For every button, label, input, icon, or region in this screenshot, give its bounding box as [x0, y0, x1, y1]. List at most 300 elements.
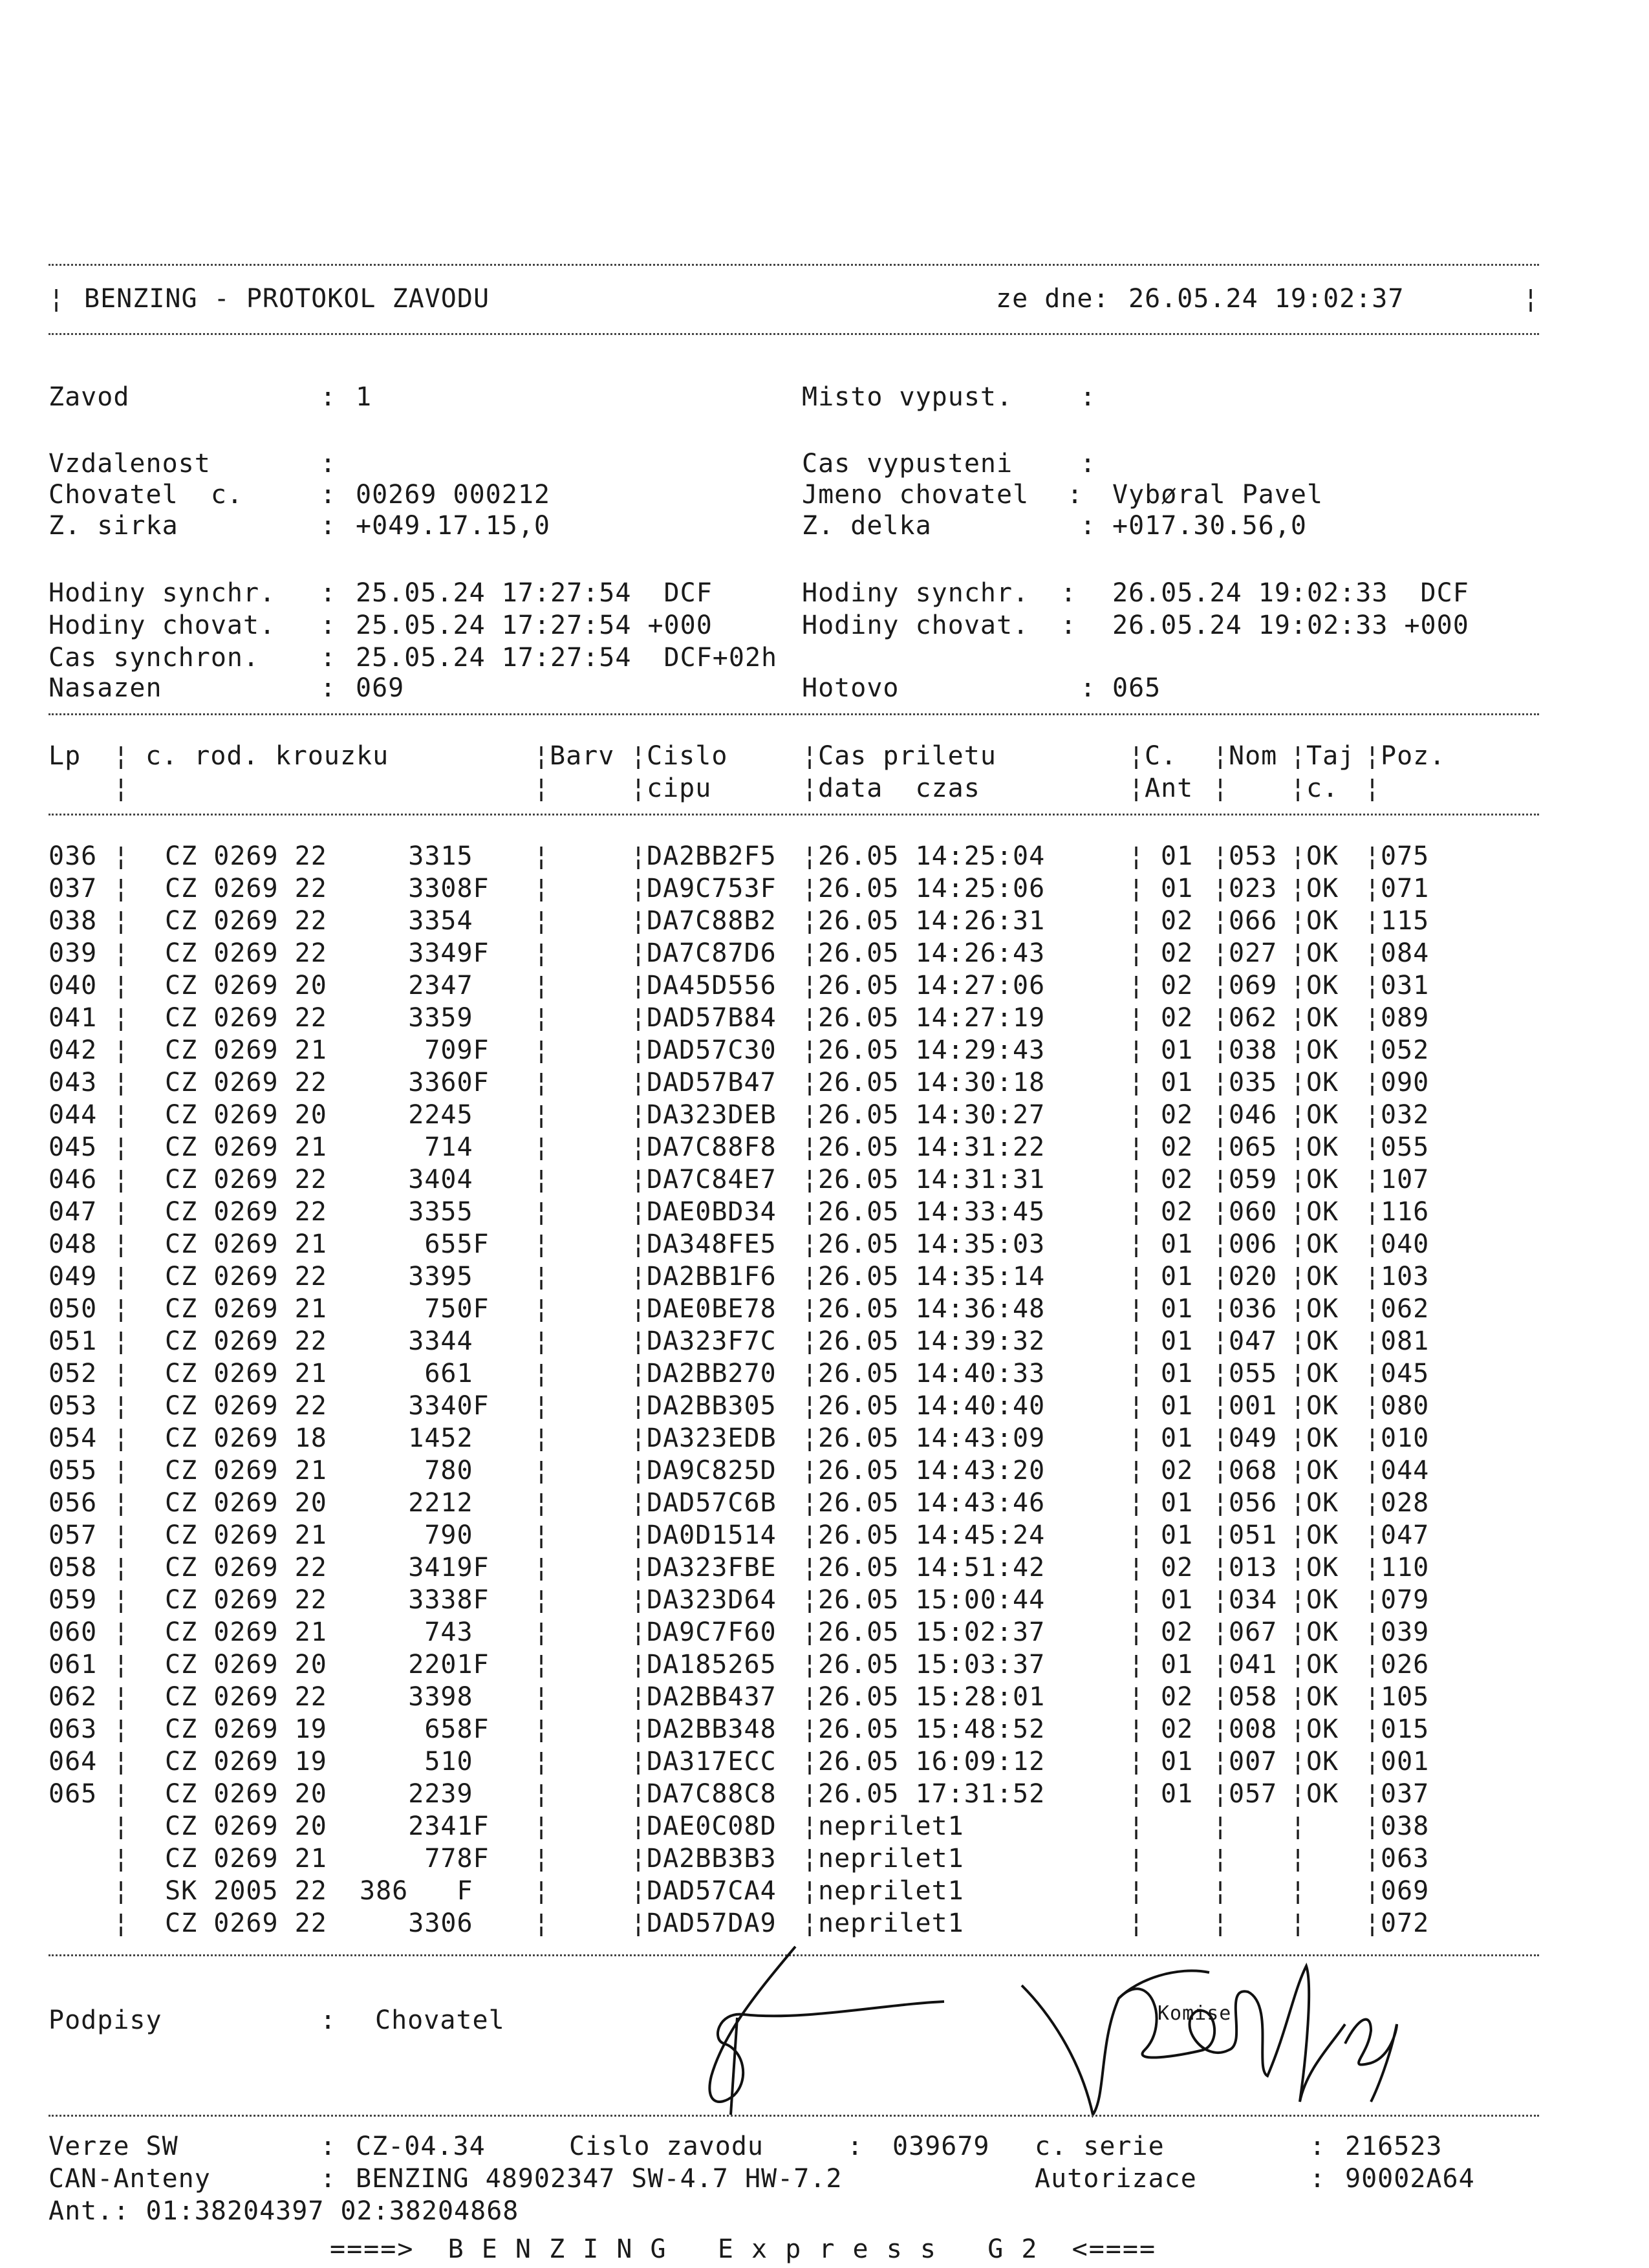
row-nom: 065	[1229, 1132, 1278, 1162]
col-separator: ¦	[1364, 1068, 1381, 1097]
row-chip: DAE0C08D	[647, 1811, 777, 1841]
table-row	[0, 1649, 1649, 1681]
sirka-value: +049.17.15,0	[356, 511, 550, 541]
col-separator: ¦	[1364, 741, 1381, 771]
row-chip: DA2BB305	[647, 1391, 777, 1421]
row-poz: 110	[1381, 1553, 1430, 1582]
col-separator: ¦	[113, 1423, 130, 1453]
row-ring: CZ 0269 20 2201F	[165, 1650, 490, 1679]
colon: :	[320, 480, 337, 510]
row-taj: OK	[1306, 1391, 1339, 1421]
row-lp: 064	[48, 1747, 98, 1777]
row-taj: OK	[1306, 1779, 1339, 1809]
row-lp: 046	[48, 1165, 98, 1194]
col-separator: ¦	[802, 1585, 819, 1615]
row-lp: 051	[48, 1326, 98, 1356]
row-nom: 067	[1229, 1617, 1278, 1647]
row-poz: 045	[1381, 1359, 1430, 1388]
row-time: neprilet1	[818, 1844, 964, 1874]
row-taj: OK	[1306, 1229, 1339, 1259]
row-taj: OK	[1306, 1682, 1339, 1712]
col-separator: ¦	[1290, 1617, 1307, 1647]
row-poz: 116	[1381, 1197, 1430, 1227]
row-lp: 048	[48, 1229, 98, 1259]
col-separator: ¦	[1364, 1456, 1381, 1485]
row-ant: 02	[1161, 1165, 1194, 1194]
table-row	[0, 1423, 1649, 1455]
row-nom: 051	[1229, 1520, 1278, 1550]
col-separator: ¦	[1212, 741, 1229, 771]
row-taj: OK	[1306, 1165, 1339, 1194]
row-chip: DAE0BD34	[647, 1197, 777, 1227]
row-poz: 080	[1381, 1391, 1430, 1421]
row-time: 26.05 14:27:06	[818, 971, 1046, 1000]
row-taj: OK	[1306, 1359, 1339, 1388]
col-separator: ¦	[802, 1876, 819, 1906]
row-time: 26.05 14:26:31	[818, 906, 1046, 936]
table-row	[0, 1552, 1649, 1584]
table-row	[0, 1811, 1649, 1843]
col-separator: ¦	[1212, 1100, 1229, 1130]
header-bar-right: ¦	[1523, 284, 1540, 314]
header-date-value: 26.05.24 19:02:37	[1128, 284, 1405, 314]
col-barv: Barv	[550, 741, 615, 771]
row-chip: DA2BB1F6	[647, 1262, 777, 1291]
row-lp: 038	[48, 906, 98, 936]
col-separator: ¦	[1290, 1844, 1307, 1874]
table-row	[0, 1358, 1649, 1390]
row-taj: OK	[1306, 1747, 1339, 1777]
col-separator: ¦	[802, 1165, 819, 1194]
col-separator: ¦	[1364, 1165, 1381, 1194]
row-ring: CZ 0269 22 3395	[165, 1262, 490, 1291]
col-separator: ¦	[802, 1682, 819, 1712]
row-ant: 01	[1161, 1520, 1194, 1550]
col-time-1: Cas priletu	[818, 741, 997, 771]
row-chip: DA323D64	[647, 1585, 777, 1615]
row-time: 26.05 15:00:44	[818, 1585, 1046, 1615]
col-separator: ¦	[630, 773, 647, 803]
row-ant: 02	[1161, 906, 1194, 936]
row-chip: DA7C88C8	[647, 1779, 777, 1809]
row-nom: 008	[1229, 1714, 1278, 1744]
col-separator: ¦	[113, 1391, 130, 1421]
row-ring: CZ 0269 22 3360F	[165, 1068, 490, 1097]
row-ant: 01	[1161, 1035, 1194, 1065]
col-separator: ¦	[1212, 1650, 1229, 1679]
row-poz: 090	[1381, 1068, 1430, 1097]
row-nom: 023	[1229, 874, 1278, 903]
row-time: 26.05 14:39:32	[818, 1326, 1046, 1356]
col-separator: ¦	[630, 1359, 647, 1388]
col-separator: ¦	[1364, 874, 1381, 903]
row-nom: 056	[1229, 1488, 1278, 1518]
col-separator: ¦	[630, 874, 647, 903]
row-time: 26.05 14:43:46	[818, 1488, 1046, 1518]
col-taj-1: Taj	[1306, 741, 1355, 771]
table-row	[0, 873, 1649, 905]
col-separator: ¦	[1212, 1359, 1229, 1388]
col-separator: ¦	[1290, 1132, 1307, 1162]
colon: :	[320, 2164, 337, 2194]
serie-label: c. serie	[1035, 2132, 1165, 2161]
misto-label: Misto vypust.	[802, 382, 1013, 412]
col-separator: ¦	[802, 971, 819, 1000]
benzing-banner: ====> B E N Z I N G E x p r e s s G 2 <====	[330, 2234, 1157, 2264]
nasazen-label: Nasazen	[48, 673, 162, 703]
col-separator: ¦	[1128, 906, 1145, 936]
row-ring: SK 2005 22 386 F	[165, 1876, 473, 1906]
row-time: 26.05 14:31:31	[818, 1165, 1046, 1194]
col-separator: ¦	[113, 874, 130, 903]
row-lp: 062	[48, 1682, 98, 1712]
chovatel-signature	[685, 1934, 983, 2128]
col-separator: ¦	[1290, 1003, 1307, 1033]
col-separator: ¦	[1128, 1035, 1145, 1065]
col-separator: ¦	[113, 1520, 130, 1550]
row-lp: 045	[48, 1132, 98, 1162]
col-separator: ¦	[802, 1553, 819, 1582]
col-separator: ¦	[802, 1488, 819, 1518]
col-separator: ¦	[1212, 1488, 1229, 1518]
col-chip-2: cipu	[647, 773, 712, 803]
col-separator: ¦	[1364, 1779, 1381, 1809]
row-poz: 010	[1381, 1423, 1430, 1453]
row-nom: 046	[1229, 1100, 1278, 1130]
row-time: 26.05 14:30:18	[818, 1068, 1046, 1097]
row-time: 26.05 14:29:43	[818, 1035, 1046, 1065]
row-ring: CZ 0269 22 3404	[165, 1165, 490, 1194]
col-separator: ¦	[1290, 1779, 1307, 1809]
col-separator: ¦	[534, 938, 550, 968]
row-nom: 059	[1229, 1165, 1278, 1194]
colon: :	[320, 673, 337, 703]
table-row	[0, 1714, 1649, 1746]
col-separator: ¦	[630, 1035, 647, 1065]
row-chip: DAD57DA9	[647, 1908, 777, 1938]
row-ring: CZ 0269 22 3359	[165, 1003, 490, 1033]
row-ant: 01	[1161, 1585, 1194, 1615]
row-poz: 031	[1381, 971, 1430, 1000]
col-separator: ¦	[630, 1003, 647, 1033]
table-row	[0, 1455, 1649, 1487]
nasazen-value: 069	[356, 673, 405, 703]
row-ant: 01	[1161, 1391, 1194, 1421]
delka-value: +017.30.56,0	[1112, 511, 1307, 541]
row-lp: 059	[48, 1585, 98, 1615]
table-row	[0, 1778, 1649, 1811]
col-separator: ¦	[1364, 1811, 1381, 1841]
row-poz: 084	[1381, 938, 1430, 968]
row-chip: DA7C84E7	[647, 1165, 777, 1194]
colon: :	[1067, 480, 1084, 510]
row-taj: OK	[1306, 1100, 1339, 1130]
row-chip: DA317ECC	[647, 1747, 777, 1777]
can-anteny-value: BENZING 48902347 SW-4.7 HW-7.2	[356, 2164, 843, 2194]
row-lp: 061	[48, 1650, 98, 1679]
col-chip-1: Cislo	[647, 741, 728, 771]
sirka-label: Z. sirka	[48, 511, 178, 541]
col-separator: ¦	[630, 1229, 647, 1259]
row-ant: 02	[1161, 971, 1194, 1000]
col-separator: ¦	[630, 1617, 647, 1647]
col-separator: ¦	[1212, 841, 1229, 871]
row-ant: 02	[1161, 1132, 1194, 1162]
col-separator: ¦	[802, 906, 819, 936]
table-row	[0, 1293, 1649, 1326]
row-nom: 027	[1229, 938, 1278, 968]
col-separator: ¦	[1290, 1520, 1307, 1550]
col-separator: ¦	[113, 971, 130, 1000]
col-separator: ¦	[1290, 1326, 1307, 1356]
row-lp: 039	[48, 938, 98, 968]
colon: :	[320, 449, 337, 479]
table-row	[0, 1617, 1649, 1649]
row-time: 26.05 14:27:19	[818, 1003, 1046, 1033]
row-time: 26.05 14:25:06	[818, 874, 1046, 903]
row-nom: 066	[1229, 906, 1278, 936]
top-divider	[48, 264, 1539, 266]
table-row	[0, 1487, 1649, 1520]
row-ring: CZ 0269 20 2245	[165, 1100, 490, 1130]
row-nom: 062	[1229, 1003, 1278, 1033]
table-row	[0, 1132, 1649, 1164]
col-separator: ¦	[1128, 1617, 1145, 1647]
row-lp: 041	[48, 1003, 98, 1033]
col-separator: ¦	[1290, 1035, 1307, 1065]
row-chip: DA323FBE	[647, 1553, 777, 1582]
col-separator: ¦	[630, 971, 647, 1000]
col-separator: ¦	[630, 1100, 647, 1130]
col-separator: ¦	[113, 1747, 130, 1777]
col-separator: ¦	[1364, 841, 1381, 871]
row-poz: 026	[1381, 1650, 1430, 1679]
col-separator: ¦	[630, 906, 647, 936]
zavod-value: 1	[356, 382, 372, 412]
row-chip: DA9C825D	[647, 1456, 777, 1485]
col-separator: ¦	[630, 1520, 647, 1550]
table-row	[0, 970, 1649, 1002]
row-ring: CZ 0269 22 3340F	[165, 1391, 490, 1421]
col-separator: ¦	[802, 938, 819, 968]
colon: :	[320, 382, 337, 412]
row-ant: 02	[1161, 1100, 1194, 1130]
col-separator: ¦	[113, 1294, 130, 1324]
col-lp: Lp	[48, 741, 81, 771]
row-chip: DA2BB270	[647, 1359, 777, 1388]
row-ring: CZ 0269 19 658F	[165, 1714, 490, 1744]
col-separator: ¦	[1290, 741, 1307, 771]
col-separator: ¦	[113, 1617, 130, 1647]
col-separator: ¦	[630, 1747, 647, 1777]
col-separator: ¦	[1364, 1003, 1381, 1033]
row-nom: 020	[1229, 1262, 1278, 1291]
row-ring: CZ 0269 22 3338F	[165, 1585, 490, 1615]
col-separator: ¦	[630, 1294, 647, 1324]
row-ring: CZ 0269 22 3398	[165, 1682, 490, 1712]
col-separator: ¦	[1128, 1294, 1145, 1324]
row-time: 26.05 14:35:14	[818, 1262, 1046, 1291]
col-separator: ¦	[1212, 1294, 1229, 1324]
cas-vypusteni-label: Cas vypusteni	[802, 449, 1013, 479]
col-separator: ¦	[1364, 1553, 1381, 1582]
row-lp: 065	[48, 1779, 98, 1809]
row-taj: OK	[1306, 874, 1339, 903]
col-separator: ¦	[630, 841, 647, 871]
col-separator: ¦	[1128, 741, 1145, 771]
sync-right-label-1: Hodiny synchr.	[802, 578, 1029, 608]
col-separator: ¦	[534, 1003, 550, 1033]
row-lp: 060	[48, 1617, 98, 1647]
col-separator: ¦	[534, 1456, 550, 1485]
col-separator: ¦	[1212, 1423, 1229, 1453]
col-separator: ¦	[534, 1876, 550, 1906]
row-chip: DA2BB3B3	[647, 1844, 777, 1874]
row-chip: DA45D556	[647, 971, 777, 1000]
row-nom: 060	[1229, 1197, 1278, 1227]
col-separator: ¦	[113, 1326, 130, 1356]
row-lp: 042	[48, 1035, 98, 1065]
row-time: 26.05 14:31:22	[818, 1132, 1046, 1162]
col-separator: ¦	[1128, 1003, 1145, 1033]
row-lp: 036	[48, 841, 98, 871]
col-separator: ¦	[630, 1197, 647, 1227]
col-separator: ¦	[1212, 1132, 1229, 1162]
col-time-2: data czas	[818, 773, 980, 803]
col-separator: ¦	[802, 1779, 819, 1809]
col-separator: ¦	[1128, 1197, 1145, 1227]
row-chip: DAD57B84	[647, 1003, 777, 1033]
row-time: 26.05 14:40:40	[818, 1391, 1046, 1421]
row-taj: OK	[1306, 1035, 1339, 1065]
hotovo-label: Hotovo	[802, 673, 900, 703]
col-separator: ¦	[1364, 938, 1381, 968]
row-taj: OK	[1306, 906, 1339, 936]
serie-value: 216523	[1345, 2132, 1443, 2161]
row-taj: OK	[1306, 841, 1339, 871]
row-poz: 055	[1381, 1132, 1430, 1162]
autorizace-value: 90002A64	[1345, 2164, 1475, 2194]
row-time: 26.05 14:45:24	[818, 1520, 1046, 1550]
col-separator: ¦	[1212, 1229, 1229, 1259]
col-separator: ¦	[1364, 1035, 1381, 1065]
col-separator: ¦	[630, 1456, 647, 1485]
col-separator: ¦	[802, 1811, 819, 1841]
col-separator: ¦	[630, 1262, 647, 1291]
table-row	[0, 1261, 1649, 1293]
colon: :	[1061, 578, 1077, 608]
colon: :	[1310, 2132, 1326, 2161]
row-lp: 063	[48, 1714, 98, 1744]
row-time: 26.05 16:09:12	[818, 1747, 1046, 1777]
col-separator: ¦	[113, 1650, 130, 1679]
col-separator: ¦	[1290, 874, 1307, 903]
col-separator: ¦	[1290, 1165, 1307, 1194]
col-separator: ¦	[630, 938, 647, 968]
row-time: 26.05 14:40:33	[818, 1359, 1046, 1388]
row-nom: 069	[1229, 971, 1278, 1000]
col-separator: ¦	[113, 1359, 130, 1388]
col-separator: ¦	[1364, 1359, 1381, 1388]
col-separator: ¦	[1212, 938, 1229, 968]
col-separator: ¦	[1364, 1423, 1381, 1453]
col-separator: ¦	[1128, 1520, 1145, 1550]
col-separator: ¦	[1364, 1617, 1381, 1647]
sync-right-value-2: 26.05.24 19:02:33 +000	[1112, 610, 1469, 640]
chovatel-label: Chovatel c.	[48, 480, 243, 510]
row-ring: CZ 0269 22 3349F	[165, 938, 490, 968]
col-ant-1: C.	[1145, 741, 1178, 771]
col-separator: ¦	[1364, 1747, 1381, 1777]
row-taj: OK	[1306, 938, 1339, 968]
row-chip: DA9C753F	[647, 874, 777, 903]
col-separator: ¦	[1290, 1682, 1307, 1712]
col-separator: ¦	[802, 1714, 819, 1744]
hotovo-value: 065	[1112, 673, 1161, 703]
col-separator: ¦	[113, 1100, 130, 1130]
row-taj: OK	[1306, 1068, 1339, 1097]
row-ant: 02	[1161, 1682, 1194, 1712]
col-separator: ¦	[113, 1035, 130, 1065]
col-separator: ¦	[802, 1908, 819, 1938]
row-poz: 028	[1381, 1488, 1430, 1518]
table-row	[0, 1390, 1649, 1423]
row-ant: 02	[1161, 1003, 1194, 1033]
table-row	[0, 1099, 1649, 1132]
col-separator: ¦	[630, 1423, 647, 1453]
verze-sw-label: Verze SW	[48, 2132, 178, 2161]
table-top-divider	[48, 713, 1539, 715]
col-separator: ¦	[630, 1876, 647, 1906]
colon: :	[1061, 610, 1077, 640]
col-separator: ¦	[534, 1585, 550, 1615]
col-separator: ¦	[1290, 1876, 1307, 1906]
col-separator: ¦	[113, 1197, 130, 1227]
jmeno-value: Vybøral Pavel	[1112, 480, 1324, 510]
row-ant: 01	[1161, 1262, 1194, 1291]
row-ring: CZ 0269 22 3308F	[165, 874, 490, 903]
table-row	[0, 1326, 1649, 1358]
col-separator: ¦	[1128, 1229, 1145, 1259]
col-separator: ¦	[630, 1811, 647, 1841]
row-poz: 032	[1381, 1100, 1430, 1130]
col-separator: ¦	[1212, 1553, 1229, 1582]
row-ring: CZ 0269 22 3419F	[165, 1553, 490, 1582]
col-separator: ¦	[534, 1747, 550, 1777]
col-separator: ¦	[1364, 1262, 1381, 1291]
col-separator: ¦	[1128, 1262, 1145, 1291]
col-separator: ¦	[1128, 1391, 1145, 1421]
col-separator: ¦	[534, 971, 550, 1000]
col-separator: ¦	[1290, 1359, 1307, 1388]
row-ring: CZ 0269 20 2212	[165, 1488, 490, 1518]
row-nom: 038	[1229, 1035, 1278, 1065]
col-separator: ¦	[1212, 1908, 1229, 1938]
row-taj: OK	[1306, 1553, 1339, 1582]
col-separator: ¦	[1364, 1326, 1381, 1356]
col-separator: ¦	[1290, 1811, 1307, 1841]
col-separator: ¦	[113, 1488, 130, 1518]
row-poz: 103	[1381, 1262, 1430, 1291]
col-separator: ¦	[534, 741, 550, 771]
row-lp: 037	[48, 874, 98, 903]
col-separator: ¦	[1290, 1456, 1307, 1485]
row-chip: DA323EDB	[647, 1423, 777, 1453]
table-row	[0, 1196, 1649, 1229]
table-row	[0, 1067, 1649, 1099]
row-time: neprilet1	[818, 1908, 964, 1938]
colon: :	[1080, 511, 1097, 541]
